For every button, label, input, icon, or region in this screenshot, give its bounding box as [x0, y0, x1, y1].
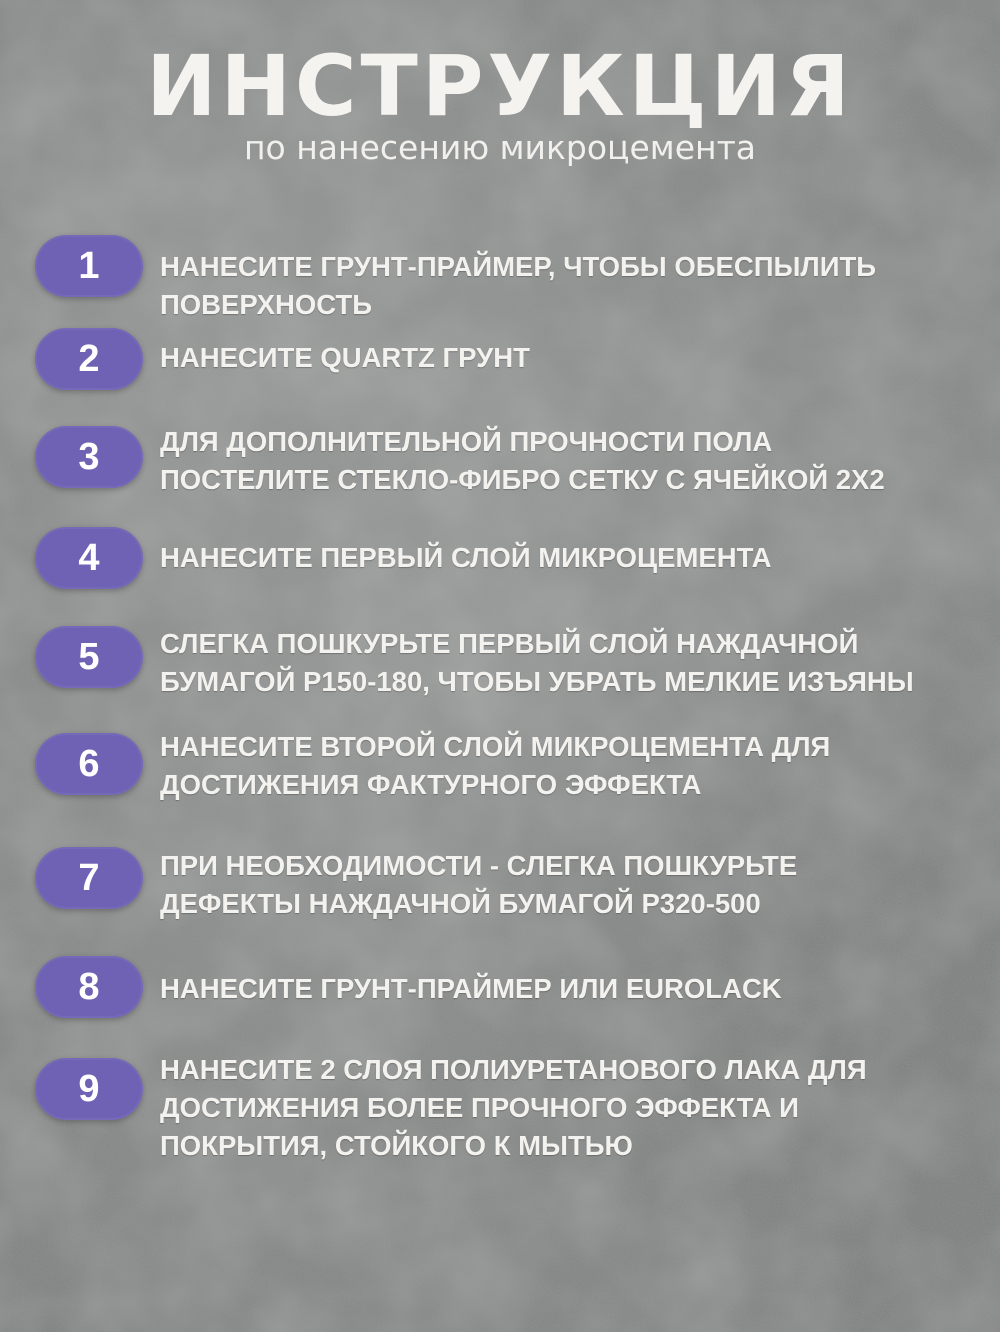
- step-text: ПРИ НЕОБХОДИМОСТИ - СЛЕГКА ПОШКУРЬТЕ ДЕФЕКТЫ НАЖДАЧНОЙ БУМАГОЙ Р320-500: [160, 850, 798, 919]
- step-number-badge: [35, 235, 143, 297]
- step-number-badge: [35, 426, 143, 488]
- step-number: 5: [78, 635, 100, 678]
- step-number-badge: [35, 328, 143, 390]
- step-text: СЛЕГКА ПОШКУРЬТЕ ПЕРВЫЙ СЛОЙ НАЖДАЧНОЙ БУМАГОЙ Р150-180, ЧТОБЫ УБРАТЬ МЕЛКИЕ ИЗЪЯНЫ: [160, 628, 914, 697]
- page-title: ИНСТРУКЦИЯ: [146, 37, 854, 135]
- step-number: 1: [78, 244, 100, 287]
- step-text: НАНЕСИТЕ QUARTZ ГРУНТ: [160, 342, 530, 373]
- step-number: 6: [78, 742, 100, 785]
- step-number: 9: [78, 1067, 100, 1110]
- step-number-badge: [35, 626, 143, 688]
- step-number: 2: [78, 337, 100, 380]
- step-number: 7: [78, 856, 100, 899]
- step-text: НАНЕСИТЕ ПЕРВЫЙ СЛОЙ МИКРОЦЕМЕНТА: [160, 542, 772, 573]
- step-number-badge: [35, 847, 143, 909]
- step-text: НАНЕСИТЕ 2 СЛОЯ ПОЛИУРЕТАНОВОГО ЛАКА ДЛЯ ДОСТИЖЕНИЯ БОЛЕЕ ПРОЧНОГО ЭФФЕКТА И ПОКРЫТИЯ, СТОЙКОГО К МЫТЬЮ: [160, 1054, 867, 1161]
- step-text: НАНЕСИТЕ ВТОРОЙ СЛОЙ МИКРОЦЕМЕНТА ДЛЯ ДОСТИЖЕНИЯ ФАКТУРНОГО ЭФФЕКТА: [160, 731, 831, 800]
- step-number-badge: [35, 1058, 143, 1120]
- step-text: НАНЕСИТЕ ГРУНТ-ПРАЙМЕР ИЛИ EUROLACK: [160, 973, 782, 1004]
- step-text: НАНЕСИТЕ ГРУНТ-ПРАЙМЕР, ЧТОБЫ ОБЕСПЫЛИТЬ ПОВЕРХНОСТЬ: [160, 251, 877, 320]
- step-number-badge: [35, 527, 143, 589]
- page-subtitle: по нанесению микроцемента: [243, 128, 757, 167]
- step-number: 4: [78, 536, 100, 579]
- step-number: 3: [78, 435, 100, 478]
- step-text: ДЛЯ ДОПОЛНИТЕЛЬНОЙ ПРОЧНОСТИ ПОЛА ПОСТЕЛИТЕ СТЕКЛО-ФИБРО СЕТКУ С ЯЧЕЙКОЙ 2Х2: [160, 426, 885, 495]
- step-number-badge: [35, 956, 143, 1018]
- step-number: 8: [78, 965, 100, 1008]
- step-number-badge: [35, 733, 143, 795]
